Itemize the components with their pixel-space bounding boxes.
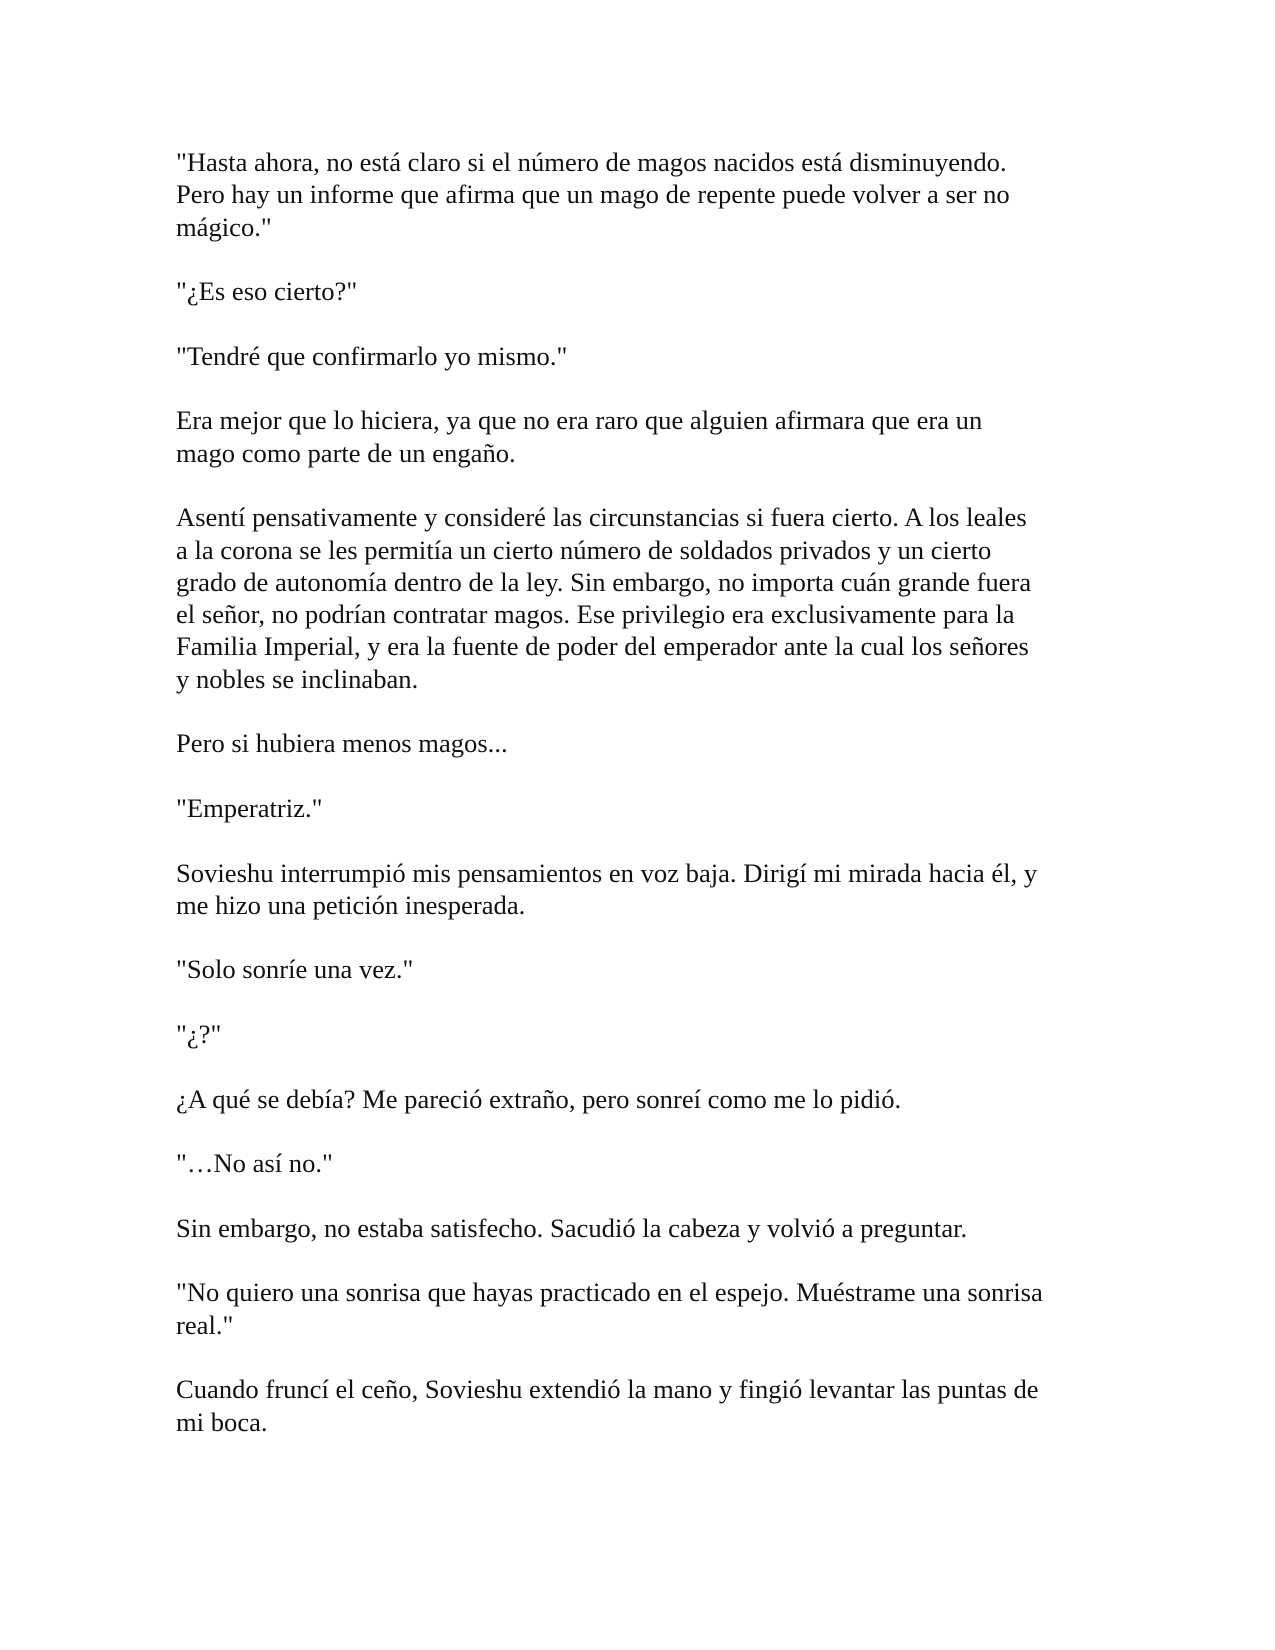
- paragraph: [176, 953, 1096, 985]
- paragraph: [176, 1083, 1096, 1115]
- paragraph: [176, 1018, 1096, 1050]
- text-line: el señor, no podrían contratar magos. Ese privilegio era exclusivamente para la: [176, 599, 1015, 630]
- text-line: "Hasta ahora, no está claro si el número de magos nacidos está disminuyendo.: [176, 147, 1007, 177]
- paragraph: [176, 275, 1096, 307]
- text-line: Era mejor que lo hiciera, ya que no era raro que alguien afirmara que era un: [176, 405, 983, 436]
- paragraph: [176, 1212, 1096, 1244]
- paragraph: [176, 404, 1096, 469]
- text-line: mágico.": [176, 211, 272, 242]
- paragraph: [176, 1147, 1096, 1179]
- text-line: Asentí pensativamente y consideré las circunstancias si fuera cierto. A los leales: [176, 502, 1027, 533]
- document-body: [176, 146, 1096, 1470]
- text-line: mi boca.: [176, 1406, 268, 1437]
- text-line: Pero si hubiera menos magos...: [176, 728, 508, 759]
- text-line: a la corona se les permitía un cierto número de soldados privados y un cierto: [176, 534, 992, 565]
- paragraph: [176, 501, 1096, 695]
- text-line: "Emperatriz.": [176, 792, 323, 823]
- paragraph: [176, 792, 1096, 824]
- text-line: real.": [176, 1309, 234, 1340]
- paragraph: [176, 857, 1096, 922]
- paragraph: [176, 146, 1096, 243]
- text-line: "…No así no.": [176, 1148, 333, 1179]
- paragraph: [176, 1373, 1096, 1438]
- text-line: "¿?": [176, 1019, 222, 1050]
- text-line: y nobles se inclinaban.: [176, 663, 419, 694]
- text-line: "No quiero una sonrisa que hayas practicado en el espejo. Muéstrame una sonrisa: [176, 1277, 1043, 1308]
- text-line: Familia Imperial, y era la fuente de poder del emperador ante la cual los señores: [176, 631, 1029, 662]
- paragraph: [176, 1276, 1096, 1341]
- text-line: ¿A qué se debía? Me pareció extraño, pero sonreí como me lo pidió.: [176, 1083, 902, 1114]
- text-line: "Tendré que confirmarlo yo mismo.": [176, 340, 568, 371]
- text-line: Sin embargo, no estaba satisfecho. Sacudió la cabeza y volvió a preguntar.: [176, 1212, 968, 1243]
- text-line: Sovieshu interrumpió mis pensamientos en voz baja. Dirigí mi mirada hacia él, y: [176, 857, 1038, 888]
- text-line: me hizo una petición inesperada.: [176, 889, 526, 920]
- text-line: "¿Es eso cierto?": [176, 276, 358, 307]
- text-line: grado de autonomía dentro de la ley. Sin embargo, no importa cuán grande fuera: [176, 566, 1032, 597]
- text-line: Pero hay un informe que afirma que un mago de repente puede volver a ser no: [176, 179, 1010, 210]
- text-line: "Solo sonríe una vez.": [176, 954, 414, 985]
- paragraph: [176, 340, 1096, 372]
- text-line: mago como parte de un engaño.: [176, 437, 516, 468]
- text-line: Cuando fruncí el ceño, Sovieshu extendió la mano y fingió levantar las puntas de: [176, 1374, 1039, 1405]
- paragraph: [176, 727, 1096, 759]
